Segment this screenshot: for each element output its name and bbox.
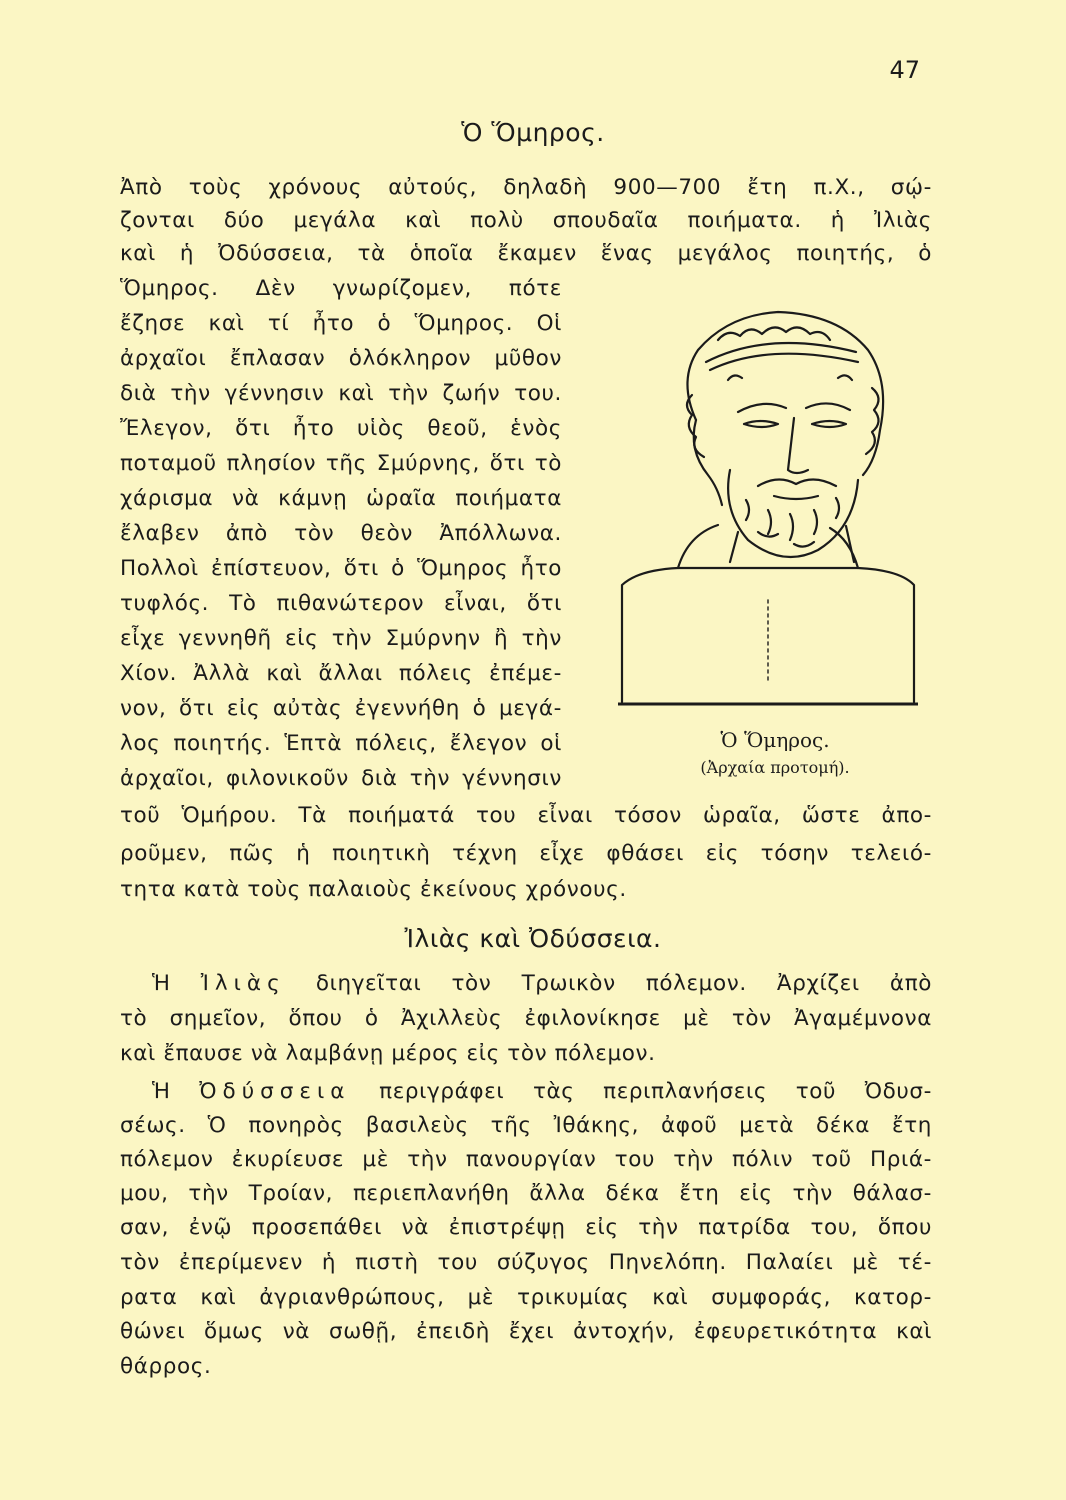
article: Ἡ bbox=[152, 1079, 171, 1104]
figure-subcaption: (Ἀρχαία προτομή). bbox=[700, 758, 850, 777]
text-line: διὰ τὴν γέννησιν καὶ τὴν ζωήν του. bbox=[120, 381, 562, 406]
figure-caption: Ὁ Ὅμηρος. bbox=[720, 728, 830, 752]
homer-bust-icon bbox=[618, 300, 918, 720]
text-line: Ἔλεγον, ὅτι ἦτο υἱὸς θεοῦ, ἑνὸς bbox=[120, 416, 562, 441]
text-line: Ὅμηρος. Δὲν γνωρίζομεν, πότε bbox=[120, 276, 562, 301]
text-line: θάρρος. bbox=[120, 1354, 212, 1379]
text-line: καὶ ἔπαυσε νὰ λαμβάνῃ μέρος εἰς τὸν πόλεμον. bbox=[120, 1041, 656, 1066]
homer-bust-figure bbox=[618, 300, 918, 720]
article: Ἡ bbox=[152, 971, 171, 996]
text-line: εἶχε γεννηθῆ εἰς τὴν Σμύρνην ἢ τὴν bbox=[120, 626, 562, 651]
odyssey-text: περιγράφει τὰς περιπλανήσεις τοῦ Ὀδυσ- bbox=[379, 1079, 933, 1104]
text-line: μου, τὴν Τροίαν, περιεπλανήθη ἄλλα δέκα ἔτη εἰς τὴν θάλασ- bbox=[120, 1181, 932, 1206]
iliad-text: διηγεῖται τὸν Τρωικὸν πόλεμον. Ἀρχίζει ἀπὸ bbox=[315, 971, 932, 996]
text-line: τὸν ἐπερίμενεν ἡ πιστὴ του σύζυγος Πηνελόπη. Παλαίει μὲ τέ- bbox=[120, 1250, 932, 1275]
text-line: χάρισμα νὰ κάμνῃ ὡραῖα ποιήματα bbox=[120, 486, 562, 511]
section-title-iliad-odyssey: Ἰλιὰς καὶ Ὀδύσσεια. bbox=[404, 924, 662, 953]
text-line: Πολλοὶ ἐπίστευον, ὅτι ὁ Ὅμηρος ἦτο bbox=[120, 556, 562, 581]
text-line: ἀρχαῖοι ἔπλασαν ὁλόκληρον μῦθον bbox=[120, 346, 562, 371]
text-line: ρατα καὶ ἀγριανθρώπους, μὲ τρικυμίας καὶ συμφοράς, κατορ- bbox=[120, 1285, 932, 1310]
text-line: Ἀπὸ τοὺς χρόνους αὐτούς, δηλαδὴ 900—700 ἔτη π.Χ., σῴ- bbox=[120, 175, 932, 200]
odyssey-first-line bbox=[152, 1076, 932, 1108]
iliad-word: Ἰλιὰς bbox=[200, 971, 286, 996]
text-line: θώνει ὅμως νὰ σωθῇ, ἐπειδὴ ἔχει ἀντοχήν, ἐφευρετικότητα καὶ bbox=[120, 1319, 932, 1344]
odyssey-word: Ὀδύσσεια bbox=[199, 1079, 351, 1104]
text-line: τητα κατὰ τοὺς παλαιοὺς ἐκείνους χρόνους. bbox=[120, 877, 627, 902]
text-line: νον, ὅτι εἰς αὐτὰς ἐγεννήθη ὁ μεγά- bbox=[120, 696, 562, 721]
text-line: σαν, ἐνῷ προσεπάθει νὰ ἐπιστρέψῃ εἰς τὴν πατρίδα του, ὅπου bbox=[120, 1215, 932, 1240]
page-number: 47 bbox=[889, 56, 920, 84]
iliad-first-line bbox=[152, 968, 932, 1000]
text-line: ἀρχαῖοι, φιλονικοῦν διὰ τὴν γέννησιν bbox=[120, 766, 562, 791]
text-line: ζονται δύο μεγάλα καὶ πολὺ σπουδαῖα ποιήματα. ἡ Ἰλιὰς bbox=[120, 208, 932, 233]
section-title-homer: Ὁ Ὅμηρος. bbox=[461, 118, 605, 147]
text-line: ροῦμεν, πῶς ἡ ποιητικὴ τέχνη εἶχε φθάσει εἰς τόσην τελειό- bbox=[120, 841, 932, 866]
text-line: ἔζησε καὶ τί ἦτο ὁ Ὅμηρος. Οἱ bbox=[120, 311, 562, 336]
text-line: σέως. Ὁ πονηρὸς βασιλεὺς τῆς Ἰθάκης, ἀφοῦ μετὰ δέκα ἔτη bbox=[120, 1113, 932, 1138]
text-line: τυφλός. Τὸ πιθανώτερον εἶναι, ὅτι bbox=[120, 591, 562, 616]
text-line: τοῦ Ὁμήρου. Τὰ ποιήματά του εἶναι τόσον ὡραῖα, ὥστε ἀπο- bbox=[120, 803, 932, 828]
text-line: λος ποιητής. Ἑπτὰ πόλεις, ἔλεγον οἱ bbox=[120, 731, 562, 756]
text-line: ἔλαβεν ἀπὸ τὸν θεὸν Ἀπόλλωνα. bbox=[120, 521, 562, 546]
text-line: τὸ σημεῖον, ὅπου ὁ Ἀχιλλεὺς ἐφιλονίκησε μὲ τὸν Ἀγαμέμνονα bbox=[120, 1006, 932, 1031]
text-line: Χίον. Ἀλλὰ καὶ ἄλλαι πόλεις ἐπέμε- bbox=[120, 661, 562, 686]
text-line: καὶ ἡ Ὀδύσσεια, τὰ ὁποῖα ἔκαμεν ἕνας μεγάλος ποιητής, ὁ bbox=[120, 241, 932, 266]
text-line: ποταμοῦ πλησίον τῆς Σμύρνης, ὅτι τὸ bbox=[120, 451, 562, 476]
text-line: πόλεμον ἐκυρίευσε μὲ τὴν πανουργίαν του τὴν πόλιν τοῦ Πριά- bbox=[120, 1147, 932, 1172]
